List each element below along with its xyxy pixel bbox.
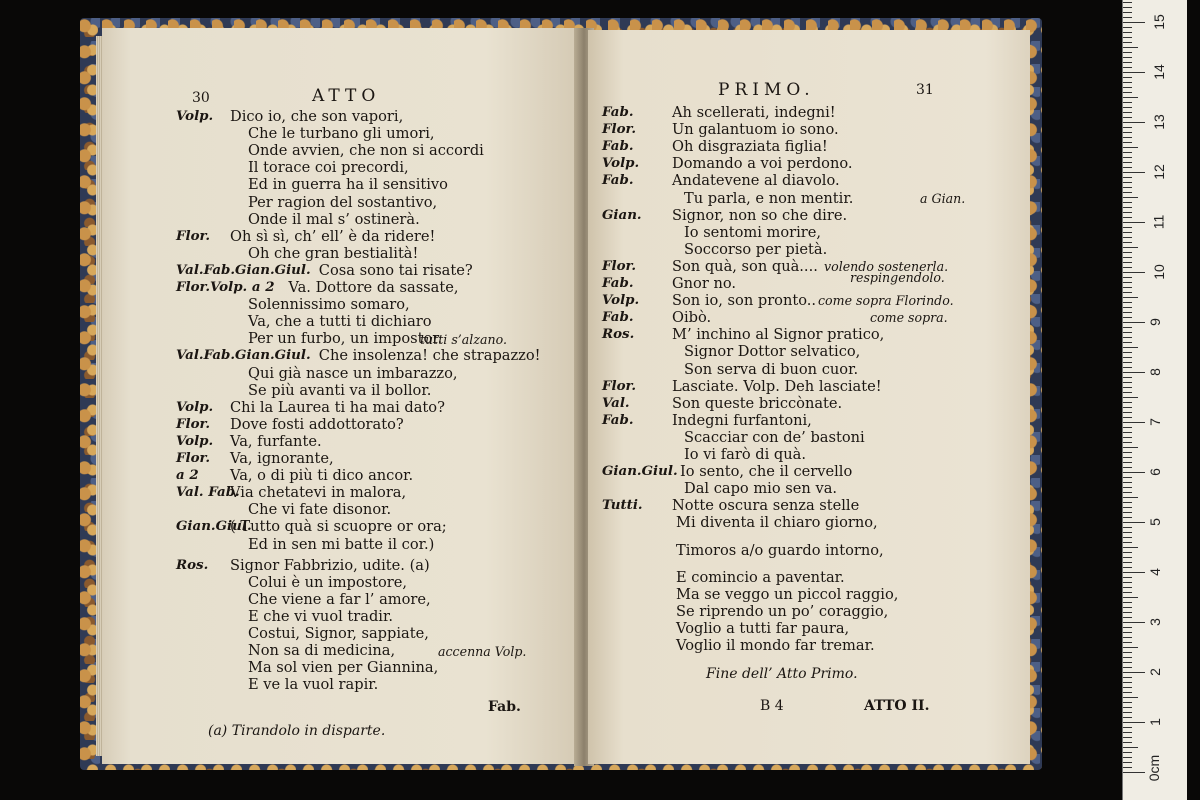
verse-line: Va, furfante. — [230, 432, 322, 450]
verse-line: Il torace coi precordi, — [248, 159, 409, 177]
ruler-tick — [1123, 302, 1132, 303]
ruler-tick — [1123, 327, 1132, 328]
ruler-number: 4 — [1146, 568, 1163, 576]
ruler-tick — [1123, 392, 1132, 393]
ruler-tick — [1123, 647, 1138, 648]
verse-line: Chi la Laurea ti ha mai dato? — [230, 398, 445, 416]
ruler-tick — [1123, 467, 1132, 468]
speaker-name: Volp. — [602, 155, 640, 172]
ruler-tick — [1123, 517, 1132, 518]
speaker-name: Flor. — [176, 415, 211, 432]
right-page — [588, 30, 1030, 764]
ruler-tick — [1123, 32, 1132, 33]
speaker-name: Volp. — [602, 292, 640, 309]
ruler-tick — [1123, 127, 1132, 128]
verse-line: Domando a voi perdono. — [672, 155, 853, 173]
verse-line: Signor Dottor selvatico, — [684, 343, 861, 361]
speaker-name: Volp. — [176, 432, 214, 449]
ruler-tick — [1123, 362, 1132, 363]
ruler-tick — [1123, 322, 1145, 323]
ruler-tick — [1123, 377, 1132, 378]
ruler-tick — [1123, 437, 1132, 438]
ruler-tick — [1123, 477, 1132, 478]
left-page-number: 30 — [192, 90, 210, 106]
verse-line: Son io, son pronto.. — [672, 292, 817, 310]
ruler-tick — [1123, 92, 1132, 93]
verse-line: Son serva di buon cuor. — [684, 360, 859, 378]
verse-line: Va. Dottore da sassate, — [288, 279, 459, 296]
verse-line: Va, ignorante, — [230, 450, 334, 467]
ruler-tick — [1123, 572, 1145, 573]
right-page-header: PRIMO. — [718, 80, 815, 100]
verse-line: Onde avvien, che non si accordi — [248, 142, 484, 160]
ruler-tick — [1123, 342, 1132, 343]
ruler-number: 7 — [1146, 418, 1163, 426]
stage-direction: accenna Volp. — [438, 644, 527, 660]
ruler-tick — [1123, 242, 1132, 243]
ruler-tick — [1123, 82, 1132, 83]
ruler-tick — [1123, 232, 1132, 233]
stage-direction: volendo sostenerla. — [824, 258, 949, 274]
ruler-tick — [1123, 562, 1132, 563]
ruler-tick — [1123, 122, 1145, 123]
speaker-name: Flor. — [602, 257, 637, 274]
ruler-number: 9 — [1146, 318, 1163, 326]
speaker-name: Gian. — [602, 206, 642, 223]
ruler-tick — [1123, 147, 1138, 148]
ruler-tick — [1123, 422, 1145, 423]
verse-line: Dico io, che son vapori, — [230, 108, 404, 125]
ruler-tick — [1123, 202, 1132, 203]
ruler-number: 1 — [1146, 718, 1163, 726]
ruler-tick — [1123, 672, 1145, 673]
verse-line: Tu parla, e non mentir. — [684, 189, 854, 207]
verse-line: Via chetatevi in malora, — [230, 484, 407, 502]
speaker-name: a 2 — [176, 467, 199, 484]
ruler-tick — [1123, 542, 1132, 543]
speaker-name: Flor. — [176, 450, 211, 466]
speaker-name: Val.Fab.Gian.Giul. — [176, 261, 311, 278]
verse-line: Son quà, son quà.... — [672, 257, 818, 275]
verse-line: Io sentomi morire, — [684, 223, 822, 241]
ruler-tick — [1123, 382, 1132, 383]
ruler-tick — [1123, 612, 1132, 613]
verse-line: Ah scellerati, indegni! — [672, 104, 836, 121]
speaker-name: Flor. — [176, 227, 211, 244]
verse-line: Ed in sen mi batte il cor.) — [248, 535, 435, 553]
ruler-tick — [1123, 682, 1132, 683]
verse-line: Per ragion del sostantivo, — [248, 193, 438, 211]
ruler-tick — [1123, 697, 1138, 698]
ruler-tick — [1123, 267, 1132, 268]
end-of-act-note: Fine dell’ Atto Primo. — [706, 666, 858, 683]
verse-line: Mi diventa il chiaro giorno, — [676, 514, 878, 532]
ruler-tick — [1123, 452, 1132, 453]
ruler-tick — [1123, 487, 1132, 488]
ruler-tick — [1123, 182, 1132, 183]
left-page — [102, 28, 582, 764]
ruler-tick — [1123, 752, 1132, 753]
ruler-tick — [1123, 22, 1145, 23]
ruler-tick — [1123, 117, 1132, 118]
speaker-name: Fab. — [602, 104, 634, 120]
ruler-tick — [1123, 37, 1132, 38]
verse-line: Qui già nasce un imbarazzo, — [248, 364, 458, 382]
verse-line: Cosa sono tai risate? — [318, 261, 473, 279]
ruler-tick — [1123, 7, 1132, 8]
verse-line: Soccorso per pietà. — [684, 240, 828, 258]
ruler-number: 15 — [1150, 14, 1167, 30]
ruler-tick — [1123, 162, 1132, 163]
verse-line: Colui è un impostore, — [248, 573, 408, 591]
ruler-tick — [1123, 177, 1132, 178]
ruler-tick — [1123, 602, 1132, 603]
ruler-unit-label: 0cm — [1146, 754, 1163, 782]
ruler-tick — [1123, 62, 1132, 63]
verse-line: Ed in guerra ha il sensitivo — [248, 176, 448, 194]
ruler-tick — [1123, 287, 1132, 288]
ruler-tick — [1123, 532, 1132, 533]
ruler-tick — [1123, 547, 1138, 548]
speaker-name: Fab. — [602, 172, 634, 189]
ruler-tick — [1123, 597, 1138, 598]
verse-line: Che viene a far l’ amore, — [248, 590, 431, 608]
ruler-tick — [1123, 447, 1138, 448]
ruler-tick — [1123, 47, 1138, 48]
stage-direction: come sopra. — [870, 310, 948, 326]
ruler-tick — [1123, 337, 1132, 338]
speaker-name: Val. — [602, 394, 630, 411]
ruler-tick — [1123, 2, 1132, 3]
verse-line: Io vi farò di quà. — [684, 446, 806, 463]
speaker-name: Tutti. — [602, 497, 643, 514]
speaker-name: Flor.Volp. a 2 — [176, 279, 275, 295]
ruler-tick — [1123, 372, 1145, 373]
ruler-tick — [1123, 292, 1132, 293]
ruler-tick — [1123, 237, 1132, 238]
ruler-tick — [1123, 757, 1132, 758]
stage-direction: respingendolo. — [850, 270, 945, 285]
verse-line: Notte oscura senza stelle — [672, 497, 860, 515]
verse-line: Lasciate. Volp. Deh lasciate! — [672, 377, 882, 395]
ruler-tick — [1123, 732, 1132, 733]
verse-line: Io sento, che il cervello — [680, 463, 853, 481]
ruler-tick — [1123, 42, 1132, 43]
ruler-number: 12 — [1150, 164, 1167, 180]
verse-line: Dove fosti addottorato? — [230, 415, 404, 433]
verse-line: Voglio a tutti far paura, — [676, 619, 850, 637]
ruler-tick — [1123, 157, 1132, 158]
ruler-tick — [1123, 367, 1132, 368]
verse-line: Per un furbo, un impostor. — [248, 330, 443, 348]
ruler-tick — [1123, 637, 1132, 638]
left-page-header: ATTO — [312, 86, 381, 106]
verse-line: ( Tutto quà si scuopre or ora; — [230, 518, 447, 536]
verse-line: Andatevene al diavolo. — [672, 172, 840, 190]
ruler-tick — [1123, 482, 1132, 483]
stage-direction: tutti s’alzano. — [420, 332, 507, 348]
speaker-name: Flor. — [602, 377, 637, 394]
verse-line: Scacciar con de’ bastoni — [684, 428, 865, 446]
ruler-number: 11 — [1150, 214, 1167, 230]
ruler-tick — [1123, 512, 1132, 513]
ruler-number: 13 — [1150, 114, 1167, 130]
verse-line: Gnor no. — [672, 275, 737, 292]
ruler-tick — [1123, 727, 1132, 728]
ruler-tick — [1123, 617, 1132, 618]
ruler-number: 3 — [1146, 618, 1163, 626]
ruler-tick — [1123, 227, 1132, 228]
ruler-tick — [1123, 212, 1132, 213]
ruler-tick — [1123, 712, 1132, 713]
ruler-tick — [1123, 17, 1132, 18]
speaker-name: Fab. — [602, 275, 634, 291]
ruler-tick — [1123, 397, 1138, 398]
verse-line: Signor Fabbrizio, udite. (a) — [230, 556, 430, 574]
ruler-tick — [1123, 282, 1132, 283]
ruler-tick — [1123, 577, 1132, 578]
ruler-tick — [1123, 252, 1132, 253]
ruler-tick — [1123, 432, 1132, 433]
ruler-tick — [1123, 12, 1132, 13]
ruler-tick — [1123, 77, 1132, 78]
verse-line: Oh disgraziata figlia! — [672, 138, 828, 156]
ruler-tick — [1123, 657, 1132, 658]
ruler-tick — [1123, 312, 1132, 313]
verse-line: E che vi vuol tradir. — [248, 607, 393, 625]
ruler-tick — [1123, 687, 1132, 688]
speaker-name: Gian.Giul. — [602, 463, 678, 480]
verse-line: E ve la vuol rapir. — [248, 676, 379, 694]
ruler-tick — [1123, 587, 1132, 588]
ruler-tick — [1123, 272, 1145, 273]
ruler-number: 8 — [1146, 368, 1163, 376]
verse-line: E comincio a paventar. — [676, 568, 845, 586]
verse-line: Onde il mal s’ ostinerà. — [248, 210, 420, 228]
signature-mark: B 4 — [760, 698, 784, 715]
ruler-tick — [1123, 622, 1145, 623]
verse-line: Signor, non so che dire. — [672, 206, 848, 224]
footnote: (a) Tirandolo in disparte. — [208, 723, 386, 740]
verse-line: Son queste briccònate. — [672, 394, 843, 412]
ruler-tick — [1123, 387, 1132, 388]
verse-line: Oibò. — [672, 309, 712, 327]
ruler-tick — [1123, 737, 1132, 738]
ruler-tick — [1123, 262, 1132, 263]
stage-direction: a Gian. — [920, 190, 966, 206]
ruler-tick — [1123, 192, 1132, 193]
ruler-number: 2 — [1146, 668, 1163, 676]
ruler-tick — [1123, 352, 1132, 353]
ruler-tick — [1123, 407, 1132, 408]
verse-line: Va, che a tutti ti dichiaro — [248, 313, 432, 331]
speaker-name: Flor. — [602, 121, 637, 138]
ruler-tick — [1123, 592, 1132, 593]
ruler-tick — [1123, 662, 1132, 663]
ruler-tick — [1123, 552, 1132, 553]
ruler-tick — [1123, 742, 1132, 743]
ruler-tick — [1123, 462, 1132, 463]
verse-line: Un galantuom io sono. — [672, 121, 839, 139]
ruler-tick — [1123, 767, 1132, 768]
verse-line: Voglio il mondo far tremar. — [676, 637, 875, 654]
verse-line: Timoros a/o guardo intorno, — [676, 541, 884, 559]
ruler-tick — [1123, 722, 1145, 723]
ruler-tick — [1123, 197, 1138, 198]
ruler-tick — [1123, 502, 1132, 503]
ruler-tick — [1123, 632, 1132, 633]
ruler-tick — [1123, 567, 1132, 568]
ruler-tick — [1123, 112, 1132, 113]
ruler-tick — [1123, 277, 1132, 278]
ruler-tick — [1123, 442, 1132, 443]
ruler-tick — [1123, 57, 1132, 58]
ruler-tick — [1123, 152, 1132, 153]
ruler-tick — [1123, 717, 1132, 718]
ruler-tick — [1123, 557, 1132, 558]
ruler-tick — [1123, 87, 1132, 88]
ruler-tick — [1123, 27, 1132, 28]
ruler-tick — [1123, 707, 1132, 708]
ruler-tick — [1123, 297, 1138, 298]
right-page-number: 31 — [916, 82, 934, 98]
speaker-name: Val.Fab.Gian.Giul. — [176, 347, 311, 364]
ruler-tick — [1123, 207, 1132, 208]
verse-line: Oh che gran bestialità! — [248, 244, 419, 262]
ruler-tick — [1123, 357, 1132, 358]
ruler-tick — [1123, 247, 1138, 248]
verse-line: Se più avanti va il bollor. — [248, 381, 432, 399]
ruler-tick — [1123, 132, 1132, 133]
catchword: Fab. — [488, 699, 521, 716]
ruler-tick — [1123, 172, 1145, 173]
ruler-tick — [1123, 402, 1132, 403]
speaker-name: Volp. — [176, 398, 214, 415]
verse-line: Non sa di medicina, — [248, 642, 396, 660]
speaker-name: Val. Fab. — [176, 484, 240, 501]
verse-line: Costui, Signor, sappiate, — [248, 625, 429, 642]
ruler-tick — [1123, 702, 1132, 703]
ruler-tick — [1123, 142, 1132, 143]
ruler-tick — [1123, 492, 1132, 493]
verse-line: Che insolenza! che strapazzo! — [318, 347, 541, 365]
verse-line: Ma sol vien per Giannina, — [248, 659, 439, 677]
ruler-tick — [1123, 217, 1132, 218]
ruler-tick — [1123, 522, 1145, 523]
ruler-number: 6 — [1146, 468, 1163, 476]
verse-line: Indegni furfantoni, — [672, 411, 812, 429]
speaker-name: Gian.Giul. — [176, 518, 252, 535]
ruler-tick — [1123, 652, 1132, 653]
ruler-tick — [1123, 667, 1132, 668]
ruler-tick — [1123, 307, 1132, 308]
ruler-tick — [1123, 537, 1132, 538]
ruler-tick — [1123, 497, 1138, 498]
speaker-name: Fab. — [602, 309, 634, 326]
ruler-tick — [1123, 67, 1132, 68]
verse-line: Che le turbano gli umori, — [248, 125, 435, 143]
ruler-tick — [1123, 187, 1132, 188]
ruler-tick — [1123, 527, 1132, 528]
ruler-tick — [1123, 167, 1132, 168]
ruler-tick — [1123, 747, 1138, 748]
ruler-number: 14 — [1150, 64, 1167, 80]
ruler-tick — [1123, 457, 1132, 458]
speaker-name: Ros. — [176, 556, 209, 573]
verse-line: Che vi fate disonor. — [248, 501, 392, 519]
ruler-tick — [1123, 762, 1132, 763]
ruler-tick — [1123, 52, 1132, 53]
ruler-tick — [1123, 222, 1145, 223]
speaker-name: Volp. — [176, 108, 214, 124]
speaker-name: Fab. — [602, 411, 634, 428]
ruler-tick — [1123, 627, 1132, 628]
ruler-tick — [1123, 257, 1132, 258]
ruler-tick — [1123, 332, 1132, 333]
ruler-tick — [1123, 692, 1132, 693]
ruler-tick — [1123, 472, 1145, 473]
ruler-tick — [1123, 137, 1132, 138]
ruler-tick — [1123, 97, 1138, 98]
ruler-tick — [1123, 347, 1138, 348]
verse-line: Va, o di più ti dico ancor. — [230, 467, 414, 485]
ruler-tick — [1123, 772, 1145, 773]
ruler-tick — [1123, 107, 1132, 108]
ruler-number: 10 — [1150, 264, 1167, 280]
verse-line: Ma se veggo un piccol raggio, — [676, 585, 899, 603]
ruler-tick — [1123, 507, 1132, 508]
ruler-tick — [1123, 607, 1132, 608]
ruler-tick — [1123, 677, 1132, 678]
ruler-tick — [1123, 412, 1132, 413]
ruler-tick — [1123, 417, 1132, 418]
ruler-tick — [1123, 642, 1132, 643]
measuring-ruler — [1122, 0, 1187, 800]
ruler-tick — [1123, 582, 1132, 583]
verse-line: Se riprendo un po’ coraggio, — [676, 602, 889, 620]
verse-line: Dal capo mio sen va. — [684, 480, 838, 498]
verse-line: Oh sì sì, ch’ ell’ è da ridere! — [230, 227, 436, 245]
verse-line: Solennissimo somaro, — [248, 296, 410, 314]
ruler-number: 5 — [1146, 518, 1163, 526]
ruler-tick — [1123, 427, 1132, 428]
catchword: ATTO II. — [864, 698, 930, 715]
ruler-tick — [1123, 317, 1132, 318]
ruler-tick — [1123, 72, 1145, 73]
ruler-tick — [1123, 102, 1132, 103]
speaker-name: Ros. — [602, 326, 635, 343]
speaker-name: Fab. — [602, 138, 634, 155]
stage-direction: come sopra Florindo. — [818, 293, 954, 309]
verse-line: M’ inchino al Signor pratico, — [672, 326, 885, 344]
